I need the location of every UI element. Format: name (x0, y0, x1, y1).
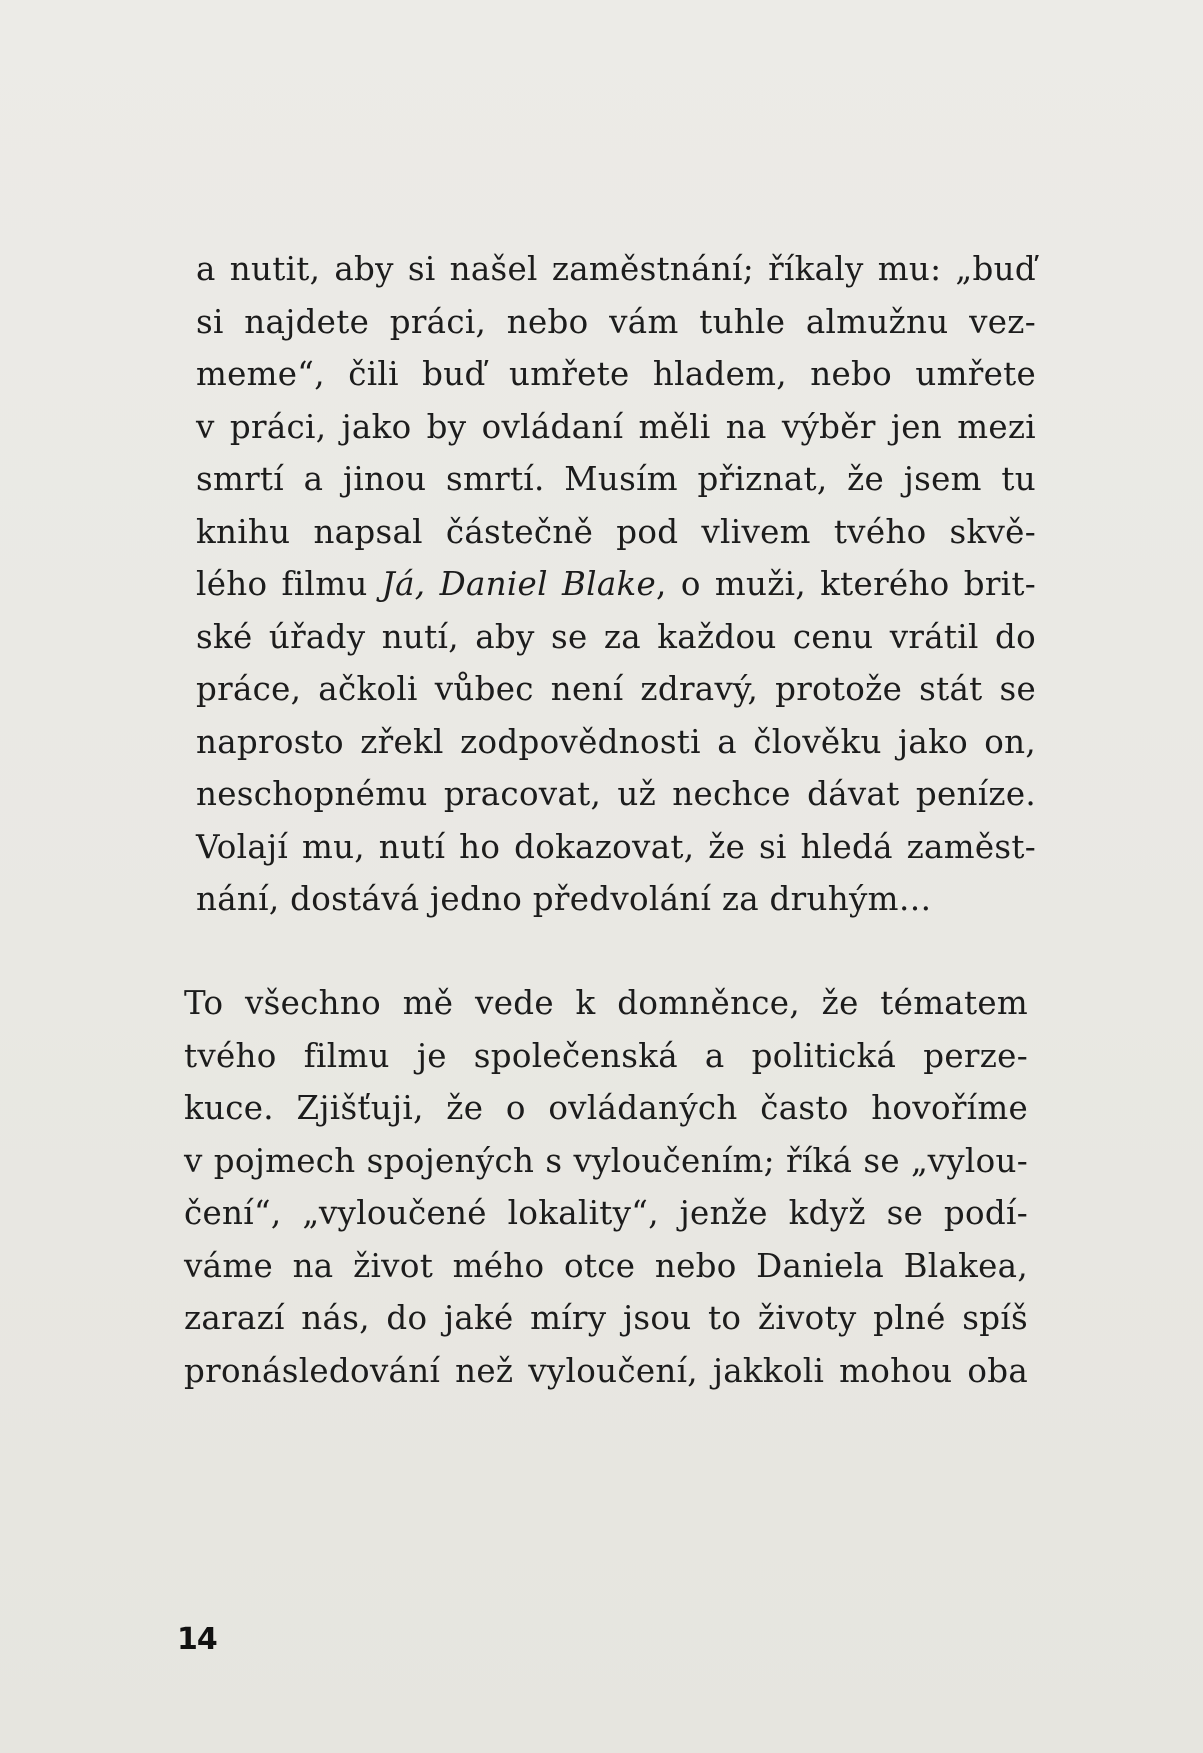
text-line: zarazí nás, do jaké míry jsou to životy plné spíš (184, 1299, 1028, 1337)
paragraph-2 (184, 977, 1028, 1397)
text-line: váme na život mého otce nebo Daniela Blakea, (184, 1246, 1028, 1285)
text-line: čení“, „vyloučené lokality“, jenže když se podí- (184, 1194, 1028, 1232)
text-line: v pojmech spojených s vyloučením; říká se „vylou- (184, 1141, 1028, 1180)
text-line: pronásledování než vyloučení, jakkoli mohou oba (184, 1351, 1028, 1390)
text-line: smrtí a jinou smrtí. Musím přiznat, že jsem tu (196, 460, 1036, 498)
text-line: si najdete práci, nebo vám tuhle almužnu vez- (196, 302, 1036, 341)
text-line: knihu napsal částečně pod vlivem tvého skvě- (196, 512, 1036, 551)
text-line: Volají mu, nutí ho dokazovat, že si hledá zaměst- (196, 827, 1036, 866)
film-title: Já, Daniel Blake (381, 565, 657, 603)
paragraph-1 (196, 243, 1036, 926)
text-line: kuce. Zjišťuji, že o ovládaných často hovoříme (184, 1089, 1028, 1127)
text-line: nání, dostává jedno předvolání za druhým… (196, 880, 932, 918)
text-line: To všechno mě vede k domněnce, že tématem (184, 984, 1028, 1022)
text-line: lého filmu Já, Daniel Blake, o muži, kterého brit- (196, 565, 1037, 603)
text-line: práce, ačkoli vůbec není zdravý, protože stát se (196, 670, 1036, 708)
text-line: ské úřady nutí, aby se za každou cenu vrátil do (196, 617, 1036, 656)
text-line: meme“, čili buď umřete hladem, nebo umřete (196, 355, 1036, 393)
text-line: neschopnému pracovat, už nechce dávat peníze. (196, 775, 1036, 813)
page-number: 14 (177, 1622, 217, 1657)
text-line: a nutit, aby si našel zaměstnání; říkaly mu: „buď (196, 250, 1036, 288)
text-line: tvého filmu je společenská a politická perze- (184, 1036, 1028, 1075)
text-line: v práci, jako by ovládaní měli na výběr jen mezi (196, 407, 1036, 446)
text-line: naprosto zřekl zodpovědnosti a člověku jako on, (196, 722, 1036, 761)
